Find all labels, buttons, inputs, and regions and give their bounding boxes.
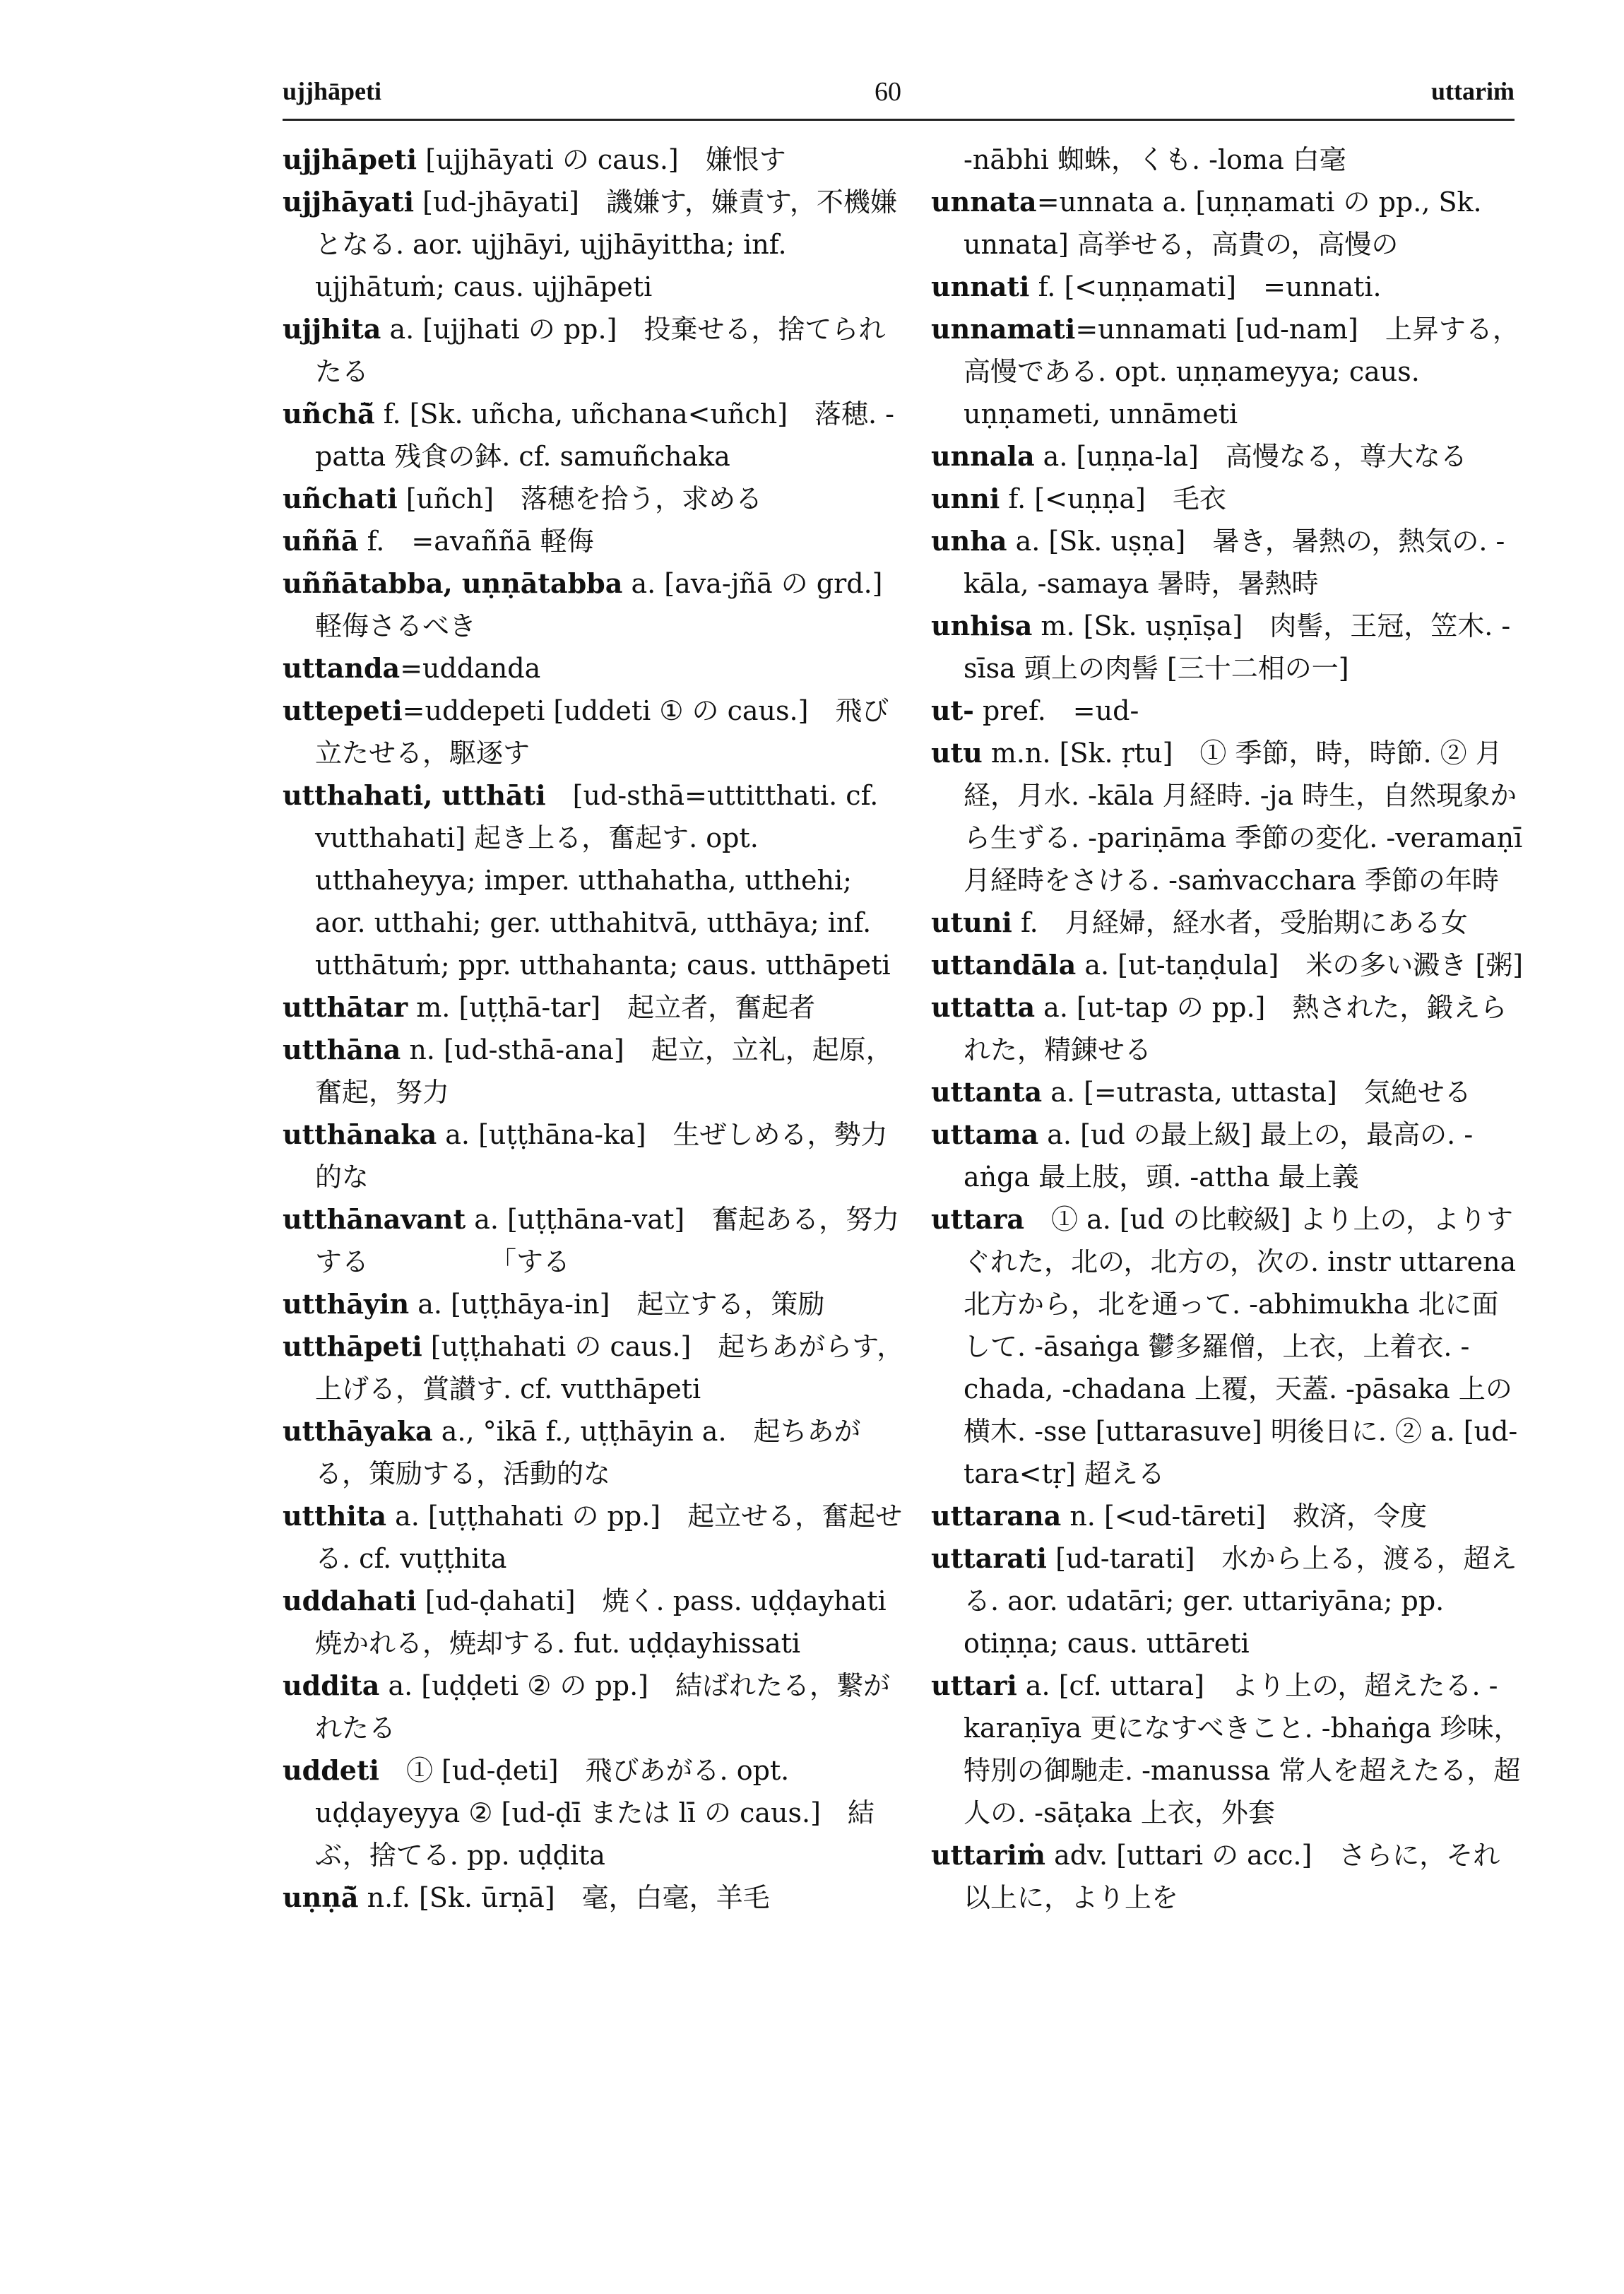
- entry-headword: utthāna: [283, 1034, 401, 1065]
- entry-headword: utthātar: [283, 991, 408, 1023]
- entry-definition: [ud-ḍahati] 焼く. pass. uḍḍayhati 焼かれる，焼却する. fut. uḍḍayhissati: [315, 1585, 887, 1659]
- dictionary-entry: [283, 1749, 904, 1876]
- dictionary-entry: [283, 1580, 904, 1665]
- entry-headword: utthita: [283, 1500, 386, 1532]
- dictionary-entry: [931, 1113, 1524, 1198]
- entry-headword: uddahati: [283, 1585, 417, 1616]
- dictionary-entry: [283, 1113, 904, 1198]
- entry-headword: unnala: [931, 440, 1035, 472]
- entry-headword: uttatta: [931, 991, 1036, 1023]
- dictionary-entry: [931, 520, 1524, 605]
- entry-definition: a. [Sk. uṣṇa] 暑き，暑熱の，熱気の. -kāla, -samaya 暑時，暑熱時: [964, 526, 1505, 599]
- entry-headword: uttariṁ: [931, 1839, 1046, 1871]
- entry-definition: a. [uṭṭhahati の pp.] 起立せる，奮起せる. cf. vuṭṭhita: [315, 1501, 903, 1574]
- entry-headword: uttarana: [931, 1500, 1062, 1532]
- dictionary-entry: [283, 181, 904, 308]
- dictionary-entry: [931, 1495, 1524, 1537]
- entry-headword: uṇṇā̆: [283, 1881, 359, 1913]
- dictionary-entry: [931, 138, 1524, 181]
- entry-definition: f. [<uṇṇa] 毛衣: [1000, 483, 1226, 514]
- entry-definition: a. [=utrasta, uttasta] 気絶せる: [1042, 1077, 1471, 1108]
- entry-headword: ujjhāyati: [283, 186, 415, 218]
- entry-definition: a. [ut-taṇḍula] 米の多い澱き [粥]: [1076, 950, 1524, 981]
- entry-definition: a. [uṇṇa-la] 高慢なる，尊大なる: [1034, 441, 1467, 472]
- entry-headword: utthahati, utthāti: [283, 779, 546, 811]
- dictionary-entry: [283, 1283, 904, 1325]
- dictionary-entry: [283, 1410, 904, 1495]
- dictionary-entry: [283, 1665, 904, 1749]
- dictionary-entry: [283, 308, 904, 393]
- entry-headword: uttari: [931, 1669, 1017, 1701]
- entry-headword: ujjhita: [283, 313, 381, 345]
- dictionary-entry: [931, 1834, 1524, 1919]
- entry-definition: [uṭṭhahati の caus.] 起ちあがらす，上げる，賞讃す. cf. vutthāpeti: [315, 1331, 904, 1405]
- dictionary-entry: [283, 520, 904, 562]
- dictionary-entry: [931, 605, 1524, 690]
- dictionary-entry: [931, 266, 1524, 308]
- page-number: 60: [875, 77, 901, 107]
- entry-definition: a. [ujjhati の pp.] 投棄せる，捨てられたる: [315, 314, 886, 387]
- entry-headword: utthāpeti: [283, 1330, 422, 1362]
- entry-definition: [ud-sthā=uttitthati. cf. vutthahati] 起き上る，奮起す. opt. utthaheyya; imper. utthahatha, utthehi; aor. utthahi; ger. utthahitvā, utthāya; inf. utthātuṁ; ppr. utthahanta; caus. utthāpeti: [315, 780, 891, 981]
- entry-headword: uññātabba, uṇṇātabba: [283, 567, 623, 599]
- dictionary-entry: [283, 774, 904, 986]
- entry-definition: m. [uṭṭhā-tar] 起立者，奮起者: [408, 992, 816, 1023]
- entry-definition: a. [uṭṭhāna-vat] 奮起ある，努力する 「する: [315, 1204, 900, 1277]
- dictionary-entry: [931, 944, 1524, 986]
- entry-definition: f. [Sk. uñcha, uñchana<uñch] 落穂. -patta 残食の鉢. cf. samuñchaka: [315, 398, 895, 472]
- entry-definition: a. [uḍḍeti ② の pp.] 結ばれたる，繋がれたる: [315, 1670, 891, 1744]
- entry-headword: utu: [931, 737, 983, 769]
- entry-definition: a. [ava-jñā の grd.] 軽侮さるべき: [315, 568, 910, 642]
- dictionary-entry: [931, 901, 1524, 944]
- entry-headword: uttepeti: [283, 694, 403, 726]
- dictionary-entry: [931, 308, 1524, 435]
- entry-definition: a. [uṭṭhāya-in] 起立する，策励: [409, 1289, 825, 1320]
- entry-headword: uñchā̆: [283, 398, 375, 430]
- right-column: [931, 138, 1524, 1919]
- dictionary-entry: [931, 690, 1524, 732]
- left-guide-word: ujjhāpeti: [283, 77, 382, 105]
- entry-definition: [ujjhāyati の caus.] 嫌恨す: [417, 144, 786, 175]
- entry-headword: ut-: [931, 694, 974, 726]
- entry-definition: a., °ikā f., uṭṭhāyin a. 起ちあがる，策励する，活動的な: [315, 1416, 861, 1489]
- dictionary-entry: [283, 1198, 904, 1283]
- entry-definition: a. [uṭṭhāna-ka] 生ぜしめる，勢力的な: [315, 1119, 888, 1193]
- entry-definition: =unnamati [ud-nam] 上昇する，高慢である. opt. uṇṇameyya; caus. uṇṇameti, unnāmeti: [964, 314, 1519, 430]
- entry-headword: uttama: [931, 1118, 1039, 1150]
- dictionary-entry: [283, 1029, 904, 1113]
- entry-headword: uttarati: [931, 1542, 1047, 1574]
- entry-definition: =uddepeti [uddeti ① の caus.] 飛び立たせる，駆逐す: [315, 695, 889, 769]
- right-guide-word: uttariṁ: [1431, 77, 1515, 105]
- entry-definition: f. [<uṇṇamati] =unnati.: [1029, 271, 1382, 302]
- dictionary-entry: [283, 1325, 904, 1410]
- entry-headword: unhisa: [931, 610, 1033, 642]
- entry-headword: uñchati: [283, 483, 398, 514]
- dictionary-entry: [931, 1071, 1524, 1113]
- entry-headword: utthāyaka: [283, 1415, 433, 1447]
- entry-headword: unnamati: [931, 313, 1076, 345]
- dictionary-entry: [931, 1198, 1524, 1495]
- dictionary-entry: [931, 478, 1524, 520]
- entry-headword: utthānaka: [283, 1118, 437, 1150]
- entry-definition: adv. [uttari の acc.] さらに，それ以上に，より上を: [964, 1840, 1500, 1913]
- left-column: [283, 138, 910, 1919]
- dictionary-entry: [283, 478, 904, 520]
- entry-definition: =uddanda: [400, 653, 541, 684]
- dictionary-entry: [283, 647, 904, 690]
- entry-headword: utuni: [931, 906, 1012, 938]
- entry-definition: a. [cf. uttara] より上の，超えたる. -karaṇīya 更になすべきこと. -bhaṅga 珍味，特別の御馳走. -manussa 常人を超えたる，超人の. -sāṭaka 上衣，外套: [964, 1670, 1521, 1828]
- entry-definition: ① a. [ud の比較級] より上の，よりすぐれた，北の，北方の，次の. instr uttarena 北方から，北を通って. -abhimukha 北に面して. -āsaṅga 鬱多羅僧，上衣，上着衣. -chada, -chadana 上覆，天蓋. -pāsaka 上の横木. -sse [uttarasuve] 明後日に. ② a. [ud-tara<tṛ] 超える: [964, 1204, 1518, 1489]
- entry-definition: [uñch] 落穂を拾う，求める: [397, 483, 763, 514]
- entry-definition: [ud-jhāyati] 譏嫌す，嫌責す，不機嫌となる. aor. ujjhāyi, ujjhāyittha; inf. ujjhātuṁ; caus. ujjhāpeti: [315, 187, 897, 302]
- entry-definition: [ud-tarati] 水から上る，渡る，超える. aor. udatāri; ger. uttariyāna; pp. otiṇṇa; caus. uttāreti: [964, 1543, 1517, 1659]
- dictionary-entry: [283, 1495, 904, 1580]
- entry-definition: n. [<ud-tāreti] 救済，令度: [1061, 1501, 1428, 1532]
- dictionary-entry: [931, 435, 1524, 478]
- entry-headword: unnati: [931, 271, 1030, 302]
- header-rule: [283, 119, 1515, 121]
- entry-headword: uttandāla: [931, 949, 1077, 981]
- entry-headword: ujjhāpeti: [283, 143, 417, 175]
- entry-definition: ① [ud-ḍeti] 飛びあがる. opt. uḍḍayeyya ② [ud-ḍī または lī の caus.] 結ぶ，捨てる. pp. uḍḍita: [315, 1755, 875, 1871]
- dictionary-entry: [931, 732, 1524, 901]
- entry-definition: a. [ut-tap の pp.] 熱された，鍛えられた，精錬せる: [964, 992, 1507, 1065]
- entry-definition: m. [Sk. uṣṇīṣa] 肉髻，王冠，笠木. -sīsa 頭上の肉髻 [三十二相の一]: [964, 610, 1511, 684]
- dictionary-entry: [931, 1537, 1524, 1665]
- entry-definition: n.f. [Sk. ūrṇā] 毫，白毫，羊毛: [358, 1882, 770, 1913]
- entry-definition: m.n. [Sk. ṛtu] ① 季節，時，時節. ② 月経，月水. -kāla 月経時. -ja 時生，自然現象から生ずる. -pariṇāma 季節の変化. -veramaṇī 月経時をさける. -saṁvacchara 季節の年時: [964, 738, 1523, 896]
- entry-definition: -nābhi 蜘蛛，くも. -loma 白毫: [964, 144, 1346, 175]
- dictionary-entry: [931, 181, 1524, 266]
- entry-definition: n. [ud-sthā-ana] 起立，立礼，起原，奮起，努力: [315, 1034, 893, 1108]
- entry-headword: uttanda: [283, 652, 401, 684]
- entry-headword: unnata: [931, 186, 1037, 218]
- entry-headword: utthāyin: [283, 1288, 410, 1320]
- dictionary-entry: [931, 986, 1524, 1071]
- dictionary-entry: [283, 393, 904, 478]
- entry-definition: f. 月経婦，経水者，受胎期にある女: [1012, 907, 1468, 938]
- entry-headword: unni: [931, 483, 1000, 514]
- dictionary-entry: [931, 1665, 1524, 1834]
- page-header: [283, 76, 1515, 122]
- entry-headword: uttanta: [931, 1076, 1043, 1108]
- dictionary-entry: [283, 690, 904, 774]
- entry-definition: f. =avaññā 軽侮: [358, 526, 594, 557]
- dictionary-entry: [283, 986, 904, 1029]
- entry-headword: uddeti: [283, 1754, 379, 1786]
- entry-definition: a. [ud の最上級] 最上の，最高の. -aṅga 最上肢，頭. -attha 最上義: [964, 1119, 1474, 1193]
- entry-headword: uttara: [931, 1203, 1024, 1235]
- entry-definition: =unnata a. [uṇṇamati の pp., Sk. unnata] 高挙せる，高貴の，高慢の: [964, 187, 1482, 260]
- dictionary-entry: [283, 562, 910, 647]
- entry-headword: uññā: [283, 525, 359, 557]
- dictionary-entry: [283, 1876, 904, 1919]
- entry-headword: uddita: [283, 1669, 380, 1701]
- entry-definition: pref. =ud-: [973, 695, 1139, 726]
- entry-headword: unha: [931, 525, 1007, 557]
- entry-headword: utthānavant: [283, 1203, 466, 1235]
- dictionary-entry: [283, 138, 904, 181]
